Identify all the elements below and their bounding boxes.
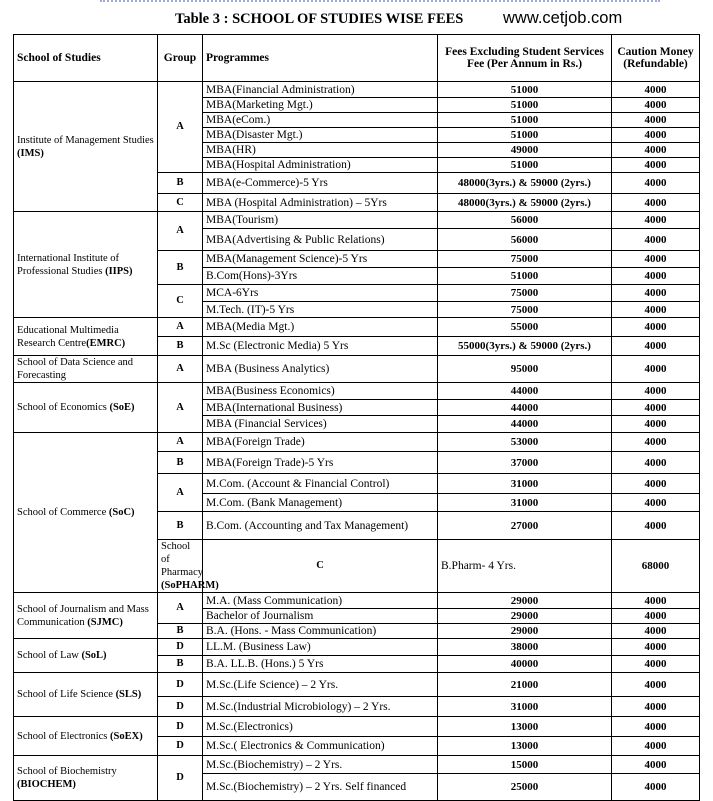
fee-cell: 55000 (438, 318, 612, 337)
caution-money-cell: 4000 (612, 474, 700, 494)
fee-cell: 29000 (438, 624, 612, 639)
caution-money-cell: 4000 (612, 717, 700, 737)
school-abbreviation: (IMS) (17, 147, 44, 159)
caution-money-cell: 4000 (612, 656, 700, 673)
school-name-cell (14, 318, 158, 356)
fee-cell: 21000 (438, 673, 612, 697)
school-name-cell (14, 433, 158, 593)
programme-cell: MBA(Foreign Trade) (203, 433, 438, 452)
school-name-cell (14, 673, 158, 717)
caution-money-cell: 4000 (612, 251, 700, 268)
school-name-cell (14, 717, 158, 756)
caution-money-cell: 4000 (612, 268, 700, 285)
group-cell: B (158, 337, 203, 356)
caution-money-cell: 4000 (612, 416, 700, 433)
fee-cell: 15000 (438, 756, 612, 774)
fee-cell: 31000 (438, 474, 612, 494)
programme-cell: M.Sc (Electronic Media) 5 Yrs (203, 337, 438, 356)
fee-cell: 51000 (438, 82, 612, 98)
fee-cell: 27000 (438, 512, 612, 540)
group-cell: C (158, 194, 203, 212)
caution-money-cell: 4000 (612, 737, 700, 756)
programme-cell: MBA(International Business) (203, 400, 438, 416)
group-cell: B (158, 624, 203, 639)
caution-money-cell: 4000 (612, 82, 700, 98)
school-name: School of Electronics (17, 730, 111, 742)
caution-money-cell: 4000 (612, 194, 700, 212)
fee-cell: 38000 (438, 639, 612, 656)
programme-cell: M.Com. (Bank Management) (203, 494, 438, 512)
programme-cell: MBA(HR) (203, 143, 438, 158)
fee-cell: 55000(3yrs.) & 59000 (2yrs.) (438, 337, 612, 356)
caution-money-cell: 4000 (612, 229, 700, 251)
group-cell: A (158, 212, 203, 251)
table-row (14, 356, 700, 383)
programme-cell: MBA(Tourism) (203, 212, 438, 229)
group-cell: B (158, 173, 203, 194)
caution-money-cell: 4000 (612, 356, 700, 383)
school-name-cell (14, 383, 158, 433)
fee-cell: 31000 (438, 494, 612, 512)
programme-cell: B.A. (Hons. - Mass Communication) (203, 624, 438, 639)
programme-cell: B.Com(Hons)-3Yrs (203, 268, 438, 285)
caution-money-cell: 4000 (612, 512, 700, 540)
table-row (14, 433, 700, 452)
group-cell: A (158, 433, 203, 452)
site-watermark: www.cetjob.com (503, 9, 623, 27)
caution-money-cell: 4000 (612, 609, 700, 624)
school-name: School of Commerce (17, 507, 109, 518)
fee-cell: 53000 (438, 433, 612, 452)
group-cell: A (158, 474, 203, 512)
fee-cell: 25000 (438, 774, 612, 801)
group-cell: D (158, 717, 203, 737)
programme-cell: MBA (Financial Services) (203, 416, 438, 433)
table-row (14, 673, 700, 697)
table-row (14, 318, 700, 337)
group-cell: D (158, 639, 203, 656)
caution-money-cell: 4000 (612, 143, 700, 158)
programme-cell: M.Sc.(Electronics) (203, 717, 438, 737)
header-group: Group (158, 35, 203, 82)
programme-cell: B.Com. (Accounting and Tax Management) (203, 512, 438, 540)
group-cell: A (158, 318, 203, 337)
caution-money-cell: 4000 (612, 212, 700, 229)
header-caution: Caution Money (Refundable) (612, 35, 700, 82)
table-body (14, 82, 700, 801)
group-cell: A (158, 383, 203, 433)
group-cell: D (158, 756, 203, 801)
school-name: School of Journalism and Mass Communication (17, 603, 149, 628)
group-cell: A (158, 593, 203, 624)
programme-cell: MBA(Business Economics) (203, 383, 438, 400)
school-abbreviation: (IIPS) (105, 265, 133, 277)
group-cell: C (203, 540, 438, 593)
caution-money-cell: 4000 (612, 697, 700, 717)
programme-cell: M.Sc.(Biochemistry) – 2 Yrs. (203, 756, 438, 774)
programme-cell: MBA(Hospital Administration) (203, 158, 438, 173)
fee-cell: 44000 (438, 416, 612, 433)
programme-cell: MCA-6Yrs (203, 285, 438, 302)
fees-table (13, 34, 700, 801)
fee-cell: 13000 (438, 717, 612, 737)
school-abbreviation: (SJMC) (87, 616, 123, 628)
school-name: School of Economics (17, 402, 110, 413)
programme-cell: B.A. LL.B. (Hons.) 5 Yrs (203, 656, 438, 673)
programme-cell: M.Sc.(Industrial Microbiology) – 2 Yrs. (203, 697, 438, 717)
programme-cell: MBA(Management Science)-5 Yrs (203, 251, 438, 268)
school-abbreviation: (SoE) (109, 402, 135, 413)
school-name: School of Biochemistry (17, 766, 117, 777)
school-abbreviation: (SoEX) (110, 730, 143, 742)
school-name-cell (14, 756, 158, 801)
school-name-cell (14, 82, 158, 212)
school-name: School of Law (17, 650, 82, 661)
programme-cell: Bachelor of Journalism (203, 609, 438, 624)
programme-cell: B.Pharm- 4 Yrs. (438, 540, 612, 593)
header-school: School of Studies (14, 35, 158, 82)
programme-cell: M.Sc.(Life Science) – 2 Yrs. (203, 673, 438, 697)
group-cell: B (158, 656, 203, 673)
programme-cell: LL.M. (Business Law) (203, 639, 438, 656)
caution-money-cell: 4000 (612, 433, 700, 452)
school-name-cell (14, 639, 158, 673)
fee-cell: 40000 (438, 656, 612, 673)
fee-cell: 75000 (438, 302, 612, 318)
group-cell: A (158, 356, 203, 383)
caution-money-cell: 4000 (612, 624, 700, 639)
school-abbreviation: (BIOCHEM) (17, 779, 76, 790)
group-cell: A (158, 82, 203, 173)
caution-money-cell: 4000 (612, 158, 700, 173)
school-name: School of Life Science (17, 689, 116, 700)
fee-cell: 44000 (438, 383, 612, 400)
caution-money-cell: 4000 (612, 593, 700, 609)
fee-cell: 51000 (438, 98, 612, 113)
header-programmes: Programmes (203, 35, 438, 82)
caution-money-cell: 4000 (612, 639, 700, 656)
programme-cell: M.Sc.( Electronics & Communication) (203, 737, 438, 756)
fee-cell: 37000 (438, 452, 612, 474)
caution-money-cell: 4000 (612, 383, 700, 400)
school-name: School of Pharmacy (161, 541, 203, 578)
programme-cell: MBA(Disaster Mgt.) (203, 128, 438, 143)
group-cell: C (158, 285, 203, 318)
caution-money-cell: 4000 (612, 400, 700, 416)
fee-cell: 75000 (438, 251, 612, 268)
fee-cell: 44000 (438, 400, 612, 416)
programme-cell: M.Sc.(Biochemistry) – 2 Yrs. Self financed (203, 774, 438, 801)
table-row (14, 639, 700, 656)
group-cell: B (158, 251, 203, 285)
school-abbreviation: (SoC) (108, 507, 135, 518)
fee-cell: 49000 (438, 143, 612, 158)
group-cell: B (158, 452, 203, 474)
fee-cell: 95000 (438, 356, 612, 383)
header-fees: Fees Excluding Student Services Fee (Per Annum in Rs.) (438, 35, 612, 82)
caution-money-cell: 4000 (612, 774, 700, 801)
fee-cell: 48000(3yrs.) & 59000 (2yrs.) (438, 194, 612, 212)
programme-cell: MBA (Hospital Administration) – 5Yrs (203, 194, 438, 212)
fee-cell: 13000 (438, 737, 612, 756)
table-row (14, 756, 700, 774)
caution-money-cell: 4000 (612, 452, 700, 474)
fee-cell: 51000 (438, 128, 612, 143)
programme-cell: M.Com. (Account & Financial Control) (203, 474, 438, 494)
fee-cell: 51000 (438, 113, 612, 128)
programme-cell: MBA(Advertising & Public Relations) (203, 229, 438, 251)
table-title: Table 3 : SCHOOL OF STUDIES WISE FEES (175, 11, 464, 27)
table-row (14, 593, 700, 609)
caution-money-cell: 4000 (612, 173, 700, 194)
fee-cell: 56000 (438, 212, 612, 229)
fee-cell: 29000 (438, 593, 612, 609)
programme-cell: M.A. (Mass Communication) (203, 593, 438, 609)
fee-cell: 51000 (438, 158, 612, 173)
caution-money-cell: 4000 (612, 302, 700, 318)
school-abbreviation: (EMRC) (86, 337, 126, 349)
fee-cell: 29000 (438, 609, 612, 624)
school-name: Institute of Management Studies (17, 134, 154, 146)
programme-cell: MBA(Financial Administration) (203, 82, 438, 98)
fee-cell: 75000 (438, 285, 612, 302)
caution-money-cell: 4000 (612, 98, 700, 113)
caution-money-cell: 4000 (612, 756, 700, 774)
caution-money-cell: 4000 (612, 318, 700, 337)
programme-cell: M.Tech. (IT)-5 Yrs (203, 302, 438, 318)
school-name: Educational Multimedia Research Centre (17, 324, 119, 349)
school-abbreviation: (SLS) (115, 689, 142, 700)
caution-money-cell: 4000 (612, 128, 700, 143)
school-name-cell (158, 540, 219, 593)
programme-cell: MBA(eCom.) (203, 113, 438, 128)
fee-cell: 56000 (438, 229, 612, 251)
school-name-cell (14, 212, 158, 318)
school-abbreviation: (SoL) (81, 650, 107, 661)
table-row (14, 383, 700, 400)
caution-money-cell: 4000 (612, 494, 700, 512)
fee-cell: 68000 (612, 540, 700, 593)
school-name-cell: School of Data Science and Forecasting (14, 356, 158, 383)
caution-money-cell: 4000 (612, 285, 700, 302)
programme-cell: MBA(e-Commerce)-5 Yrs (203, 173, 438, 194)
table-row (14, 212, 700, 229)
school-name-cell (14, 593, 158, 639)
fee-cell: 31000 (438, 697, 612, 717)
group-cell: D (158, 697, 203, 717)
group-cell: D (158, 737, 203, 756)
fee-cell: 51000 (438, 268, 612, 285)
top-dotted-line (100, 0, 660, 5)
programme-cell: MBA (Business Analytics) (203, 356, 438, 383)
group-cell: B (158, 512, 203, 540)
school-abbreviation: (SoPHARM) (161, 580, 219, 591)
fee-cell: 48000(3yrs.) & 59000 (2yrs.) (438, 173, 612, 194)
table-row (14, 717, 700, 737)
group-cell: D (158, 673, 203, 697)
programme-cell: MBA(Foreign Trade)-5 Yrs (203, 452, 438, 474)
title-bar (0, 8, 713, 32)
caution-money-cell: 4000 (612, 113, 700, 128)
caution-money-cell: 4000 (612, 673, 700, 697)
school-name: International Institute of Professional Studies (17, 252, 120, 277)
table-row (14, 82, 700, 98)
programme-cell: MBA(Media Mgt.) (203, 318, 438, 337)
programme-cell: MBA(Marketing Mgt.) (203, 98, 438, 113)
caution-money-cell: 4000 (612, 337, 700, 356)
